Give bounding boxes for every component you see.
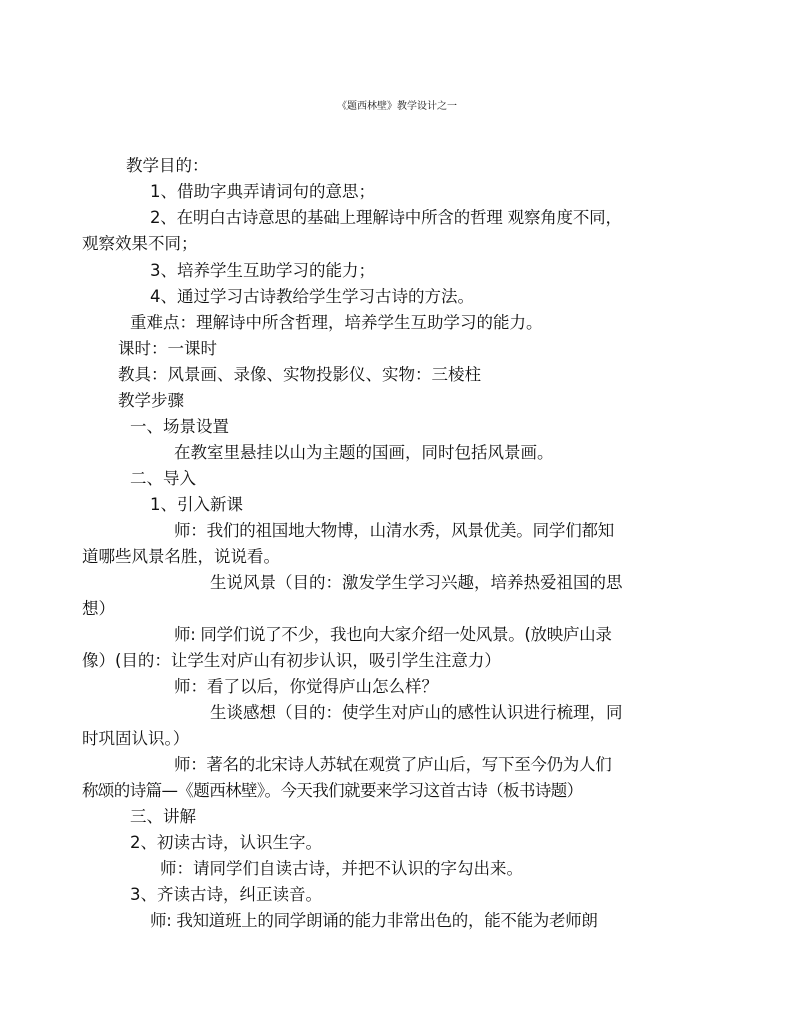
line-section-1-body: 在教室里悬挂以山为主题的国画，同时包括风景画。: [174, 443, 554, 462]
line-student-1-cont: 想）: [82, 599, 115, 618]
line-teaching-goals: 教学目的：: [126, 156, 209, 175]
line-goal-2: 2、在明白古诗意思的基础上理解诗中所含的哲理 观察角度不同，: [150, 208, 622, 227]
line-section-2: 二、导入: [130, 469, 196, 488]
line-teaching-steps: 教学步骤: [118, 391, 184, 410]
line-student-2-cont: 时巩固认识。）: [82, 729, 190, 748]
line-section-1: 一、场景设置: [130, 417, 229, 436]
line-teacher-4-cont: 称颂的诗篇—《题西林壁》。今天我们就要来学习这首古诗（板书诗题）: [82, 781, 583, 800]
line-teacher-6: 师: 我知道班上的同学朗诵的能力非常出色的，能不能为老师朗: [150, 911, 598, 930]
line-goal-4: 4、通过学习古诗教给学生学习古诗的方法。: [150, 287, 474, 306]
line-goal-3: 3、培养学生互助学习的能力；: [150, 261, 375, 280]
line-class-hours: 课时：一课时: [118, 339, 217, 358]
line-section-3-2: 2、初读古诗，认识生字。: [130, 833, 322, 852]
line-student-2: 生谈感想（目的：使学生对庐山的感性认识进行梳理，同: [210, 703, 623, 722]
line-section-2-1: 1、引入新课: [150, 495, 243, 514]
line-goal-2-cont: 观察效果不同；: [82, 234, 198, 253]
line-teacher-4: 师：著名的北宋诗人苏轼在观赏了庐山后，写下至今仍为人们: [174, 755, 612, 774]
line-teacher-3: 师：看了以后，你觉得庐山怎么样？: [174, 677, 438, 696]
document-title: 《题西林壁》教学设计之一: [337, 101, 457, 112]
line-teacher-2-cont: 像）(目的：让学生对庐山有初步认识，吸引学生注意力）: [82, 651, 501, 670]
line-teacher-5: 师：请同学们自读古诗，并把不认识的字勾出来。: [160, 859, 523, 878]
line-goal-1: 1、借助字典弄请词句的意思；: [150, 182, 375, 201]
line-teaching-aids: 教具：风景画、录像、实物投影仪、实物：三棱柱: [118, 365, 481, 384]
line-section-3: 三、讲解: [130, 807, 196, 826]
line-student-1: 生说风景（目的：激发学生学习兴趣，培养热爱祖国的思: [210, 573, 623, 592]
line-teacher-1: 师：我们的祖国地大物博，山清水秀，风景优美。同学们都知: [174, 521, 615, 540]
line-teacher-1-cont: 道哪些风景名胜，说说看。: [82, 547, 280, 566]
line-teacher-2: 师: 同学们说了不少，我也向大家介绍一处风景。(放映庐山录: [174, 625, 612, 644]
line-key-points: 重难点：理解诗中所含哲理，培养学生互助学习的能力。: [130, 313, 543, 332]
line-section-3-3: 3、齐读古诗，纠正读音。: [130, 885, 322, 904]
